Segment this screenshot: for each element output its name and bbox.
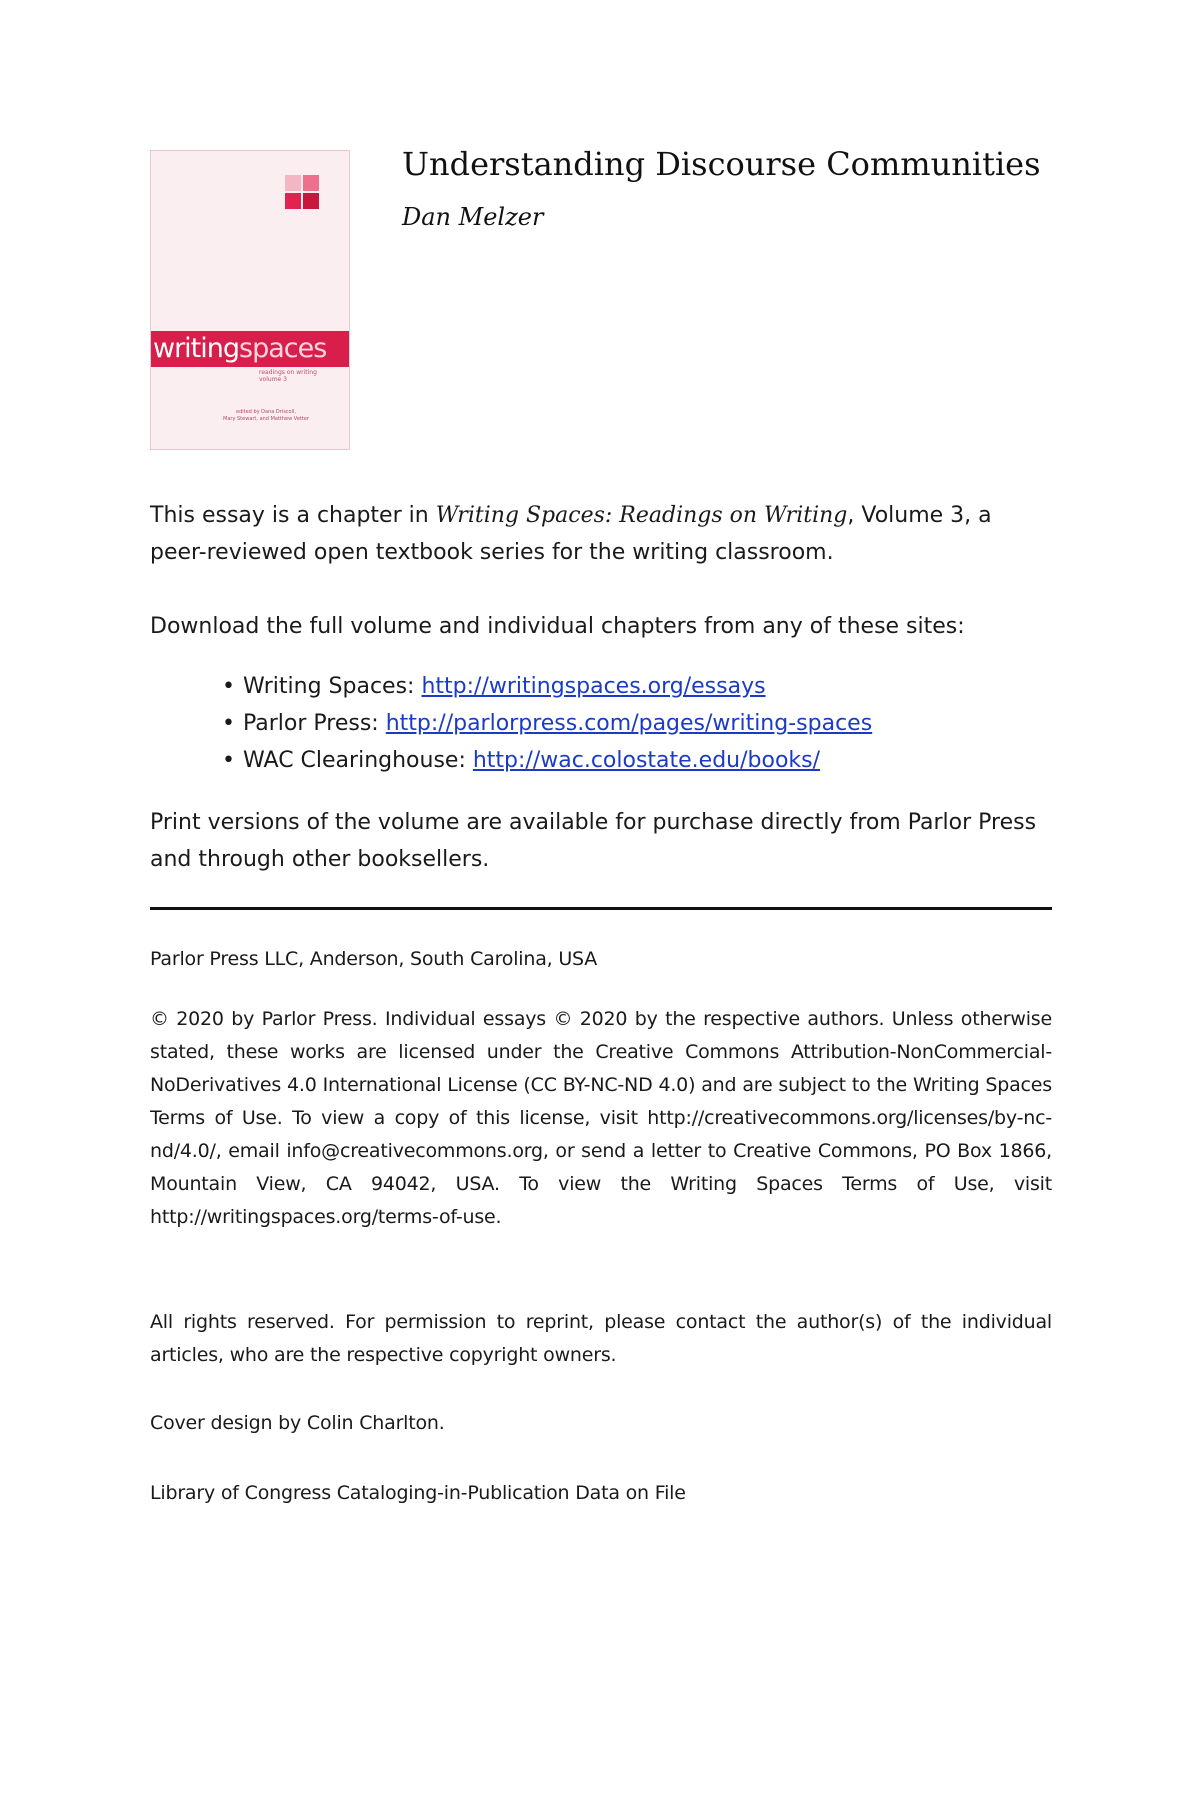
library-of-congress-line: Library of Congress Cataloging-in-Publication Data on File	[150, 1482, 686, 1504]
parlor-press-link[interactable]: http://parlorpress.com/pages/writing-spaces	[385, 711, 873, 736]
intro-paragraph	[150, 497, 1050, 571]
list-item	[222, 705, 1042, 742]
cover-subtitle-line1: readings on writing	[259, 369, 317, 376]
cover-square-medium	[303, 175, 319, 191]
intro-after: , Volume 3, a peer-reviewed open textbook series for the writing classroom.	[150, 503, 992, 565]
cover-square-light	[285, 175, 301, 191]
site-label: WAC Clearinghouse:	[242, 748, 473, 773]
intro-book-title: Writing Spaces: Readings on Writing	[435, 503, 848, 528]
cover-square-darker	[303, 193, 319, 209]
chapter-author: Dan Melzer	[402, 203, 544, 231]
writing-spaces-link[interactable]: http://writingspaces.org/essays	[421, 674, 766, 699]
list-item	[222, 742, 1042, 779]
cover-design-credit: Cover design by Colin Charlton.	[150, 1412, 445, 1434]
download-paragraph: Download the full volume and individual chapters from any of these sites:	[150, 614, 965, 639]
site-label: Writing Spaces:	[242, 674, 422, 699]
print-note-paragraph: Print versions of the volume are available for purchase directly from Parlor Press and through other booksellers.	[150, 810, 1037, 872]
site-label: Parlor Press:	[242, 711, 386, 736]
cover-subtitle	[259, 369, 347, 383]
cover-editors-line1: edited by Dana Driscoll,	[236, 409, 296, 415]
intro-before: This essay is a chapter in	[150, 503, 436, 528]
cover-logo-part1: writing	[153, 333, 240, 364]
cover-square-dark	[285, 193, 301, 209]
cover-editors-line2: Mary Stewart, and Matthew Vetter	[223, 416, 309, 422]
publisher-line: Parlor Press LLC, Anderson, South Carolina, USA	[150, 948, 598, 970]
download-sites-list	[222, 668, 1042, 779]
chapter-title: Understanding Discourse Communities	[402, 145, 1041, 183]
rights-paragraph: All rights reserved. For permission to reprint, please contact the author(s) of the individual articles, who are the respective copyright owners.	[150, 1311, 1052, 1366]
wac-clearinghouse-link[interactable]: http://wac.colostate.edu/books/	[472, 748, 821, 773]
cover-logo-part2: spaces	[239, 333, 327, 364]
book-cover-image	[150, 150, 350, 450]
cover-logo	[153, 333, 326, 364]
cover-editors	[191, 409, 341, 423]
copyright-paragraph: © 2020 by Parlor Press. Individual essays © 2020 by the respective authors. Unless otherwise stated, these works are licensed under the Creative Commons Attribution-NonCommercial-NoDerivatives 4.0 International License (CC BY-NC-ND 4.0) and are subject to the Writing Spaces Terms of Use. To view a copy of this license, visit http://creativecommons.org/licenses/by-nc-nd/4.0/, email info@creativecommons.org, or send a letter to Creative Commons, PO Box 1866, Mountain View, CA 94042, USA. To view the Writing Spaces Terms of Use, visit http://writingspaces.org/terms-of-use.	[150, 1008, 1052, 1228]
cover-subtitle-line2: volume 3	[259, 376, 287, 383]
section-divider	[150, 907, 1052, 910]
list-item	[222, 668, 1042, 705]
